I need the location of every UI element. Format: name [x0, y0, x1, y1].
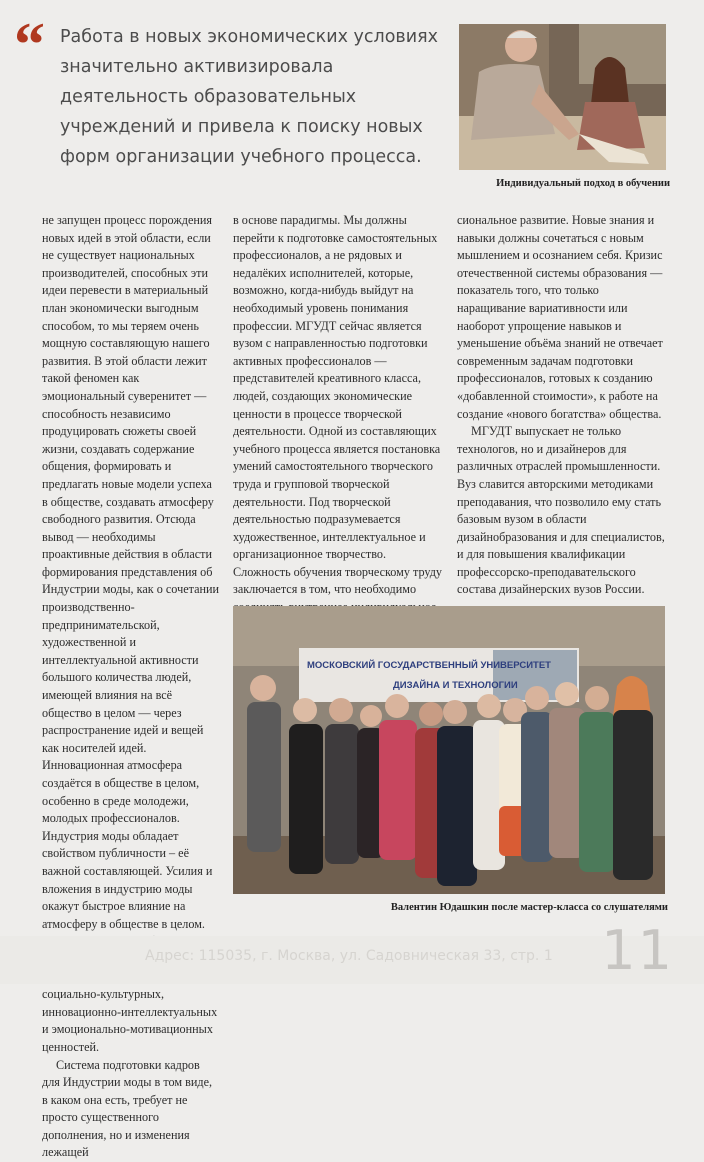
people-group	[247, 675, 653, 886]
column-2-paragraph-1: в основе парадигмы. Мы должны перейти к подготовке самостоятельных профессионалов, а не рядовых и недалёких исполнителей, которые, возможно, когда-нибудь выйдут на необходимый уровень понимания профессии. МГУДТ сейчас является вузом с направленностью подготовки активных профессионалов — представителей креативного класса, людей, создающих экономические ценности в процессе творческой деятельности. Одной из составляющих учебного процесса является постановка умений самостоятельного творческого труда и групповой творческой деятельности. Под творческой деятельностью подразумевается художественное, интеллектуальное и организационное творчество. Сложность обучения творческому труду заключается в том, что необходимо	[233, 212, 445, 634]
group-photo-illustration	[233, 606, 665, 894]
banner-line-2: ДИЗАЙНА И ТЕХНОЛОГИИ	[393, 679, 518, 691]
pull-quote: Работа в новых экономических условиях значительно активизировала деятельность образовательных учреждений и привела к поиску новых форм организации учебного процесса.	[60, 22, 450, 172]
article-column-1	[42, 212, 220, 932]
quote-mark: “	[14, 14, 45, 76]
article-column-3	[457, 212, 669, 592]
top-photo-caption: Индивидуальный подход в обучении	[460, 178, 670, 189]
column-3-paragraph-2: МГУДТ выпускает не только технологов, но и дизайнеров для различных отраслей промышленности. Вуз славится авторскими методиками преподавания, что позволило ему стать базовым вузом в области дизайнобразования и для специалистов, и для повышения квалификации профессорско-преподавательского состава дизайнерских вузов России.	[457, 423, 669, 599]
article-column-2	[233, 212, 445, 592]
footer-address: Адрес: 115035, г. Москва, ул. Садовническая 33, стр. 1	[145, 948, 565, 964]
photo-illustration	[459, 24, 666, 170]
page-number: 11	[601, 919, 674, 982]
column-1-paragraph-1: не запущен процесс порождения новых идей в этой области, если не существует национальных производителей, способных эти идеи перевести в материальный план экономически выгодным способом, то мы теряем очень мощную составляющую нашего развития. В этой области лежит такой феномен как эмоциональный суверенитет — способность независимо продуцировать сюжеты своей жизни, создавать содержание общения, формировать и предлагать новые модели успеха в обществе, создавать атмосферу свободного развития. Отсюда вывод — необходимы проактивные действия в области формирования представления об Индустрии моды, как о сочетании производственно-предпринимательской, художественной и интеллектуальной активности большого количества людей, имеющей влияния на всё общество в целом — через распространение идей и вещей как носителей идей. Инновационная атмосфера создаётся в обществе в целом, особенно в среде молодежи, молодых профессионалов. Индустрия моды обладает свойством публичности – её важной составляющей. Усилия и вложения в индустрию моды окажут быстрое влияние на атмосферу в обществе в целом. социально-культурных, инновационно-интеллектуальных и эмоционально-мотивационных ценностей.	[42, 212, 220, 1057]
bottom-photo-caption: Валентин Юдашкин после мастер-класса со слушателями	[300, 902, 668, 913]
column-3-paragraph-1: сиональное развитие. Новые знания и навыки должны сочетаться с новым мышлением и осознанием себя. Кризис отечественной системы образования — показатель того, что только наращивание вариативности или наоборот упрощение навыков и уменьшение объёма знаний не отвечает современным задачам подготовки профессионалов, готовых к созданию «добавленной стоимости», к работе на создание «нового богатства» общества.	[457, 212, 669, 423]
banner-line-1: МОСКОВСКИЙ ГОСУДАРСТВЕННЫЙ УНИВЕРСИТЕТ	[307, 659, 551, 671]
photo-group-masterclass	[233, 606, 665, 894]
column-1-paragraph-2: Система подготовки кадров для Индустрии моды в том виде, в каком она есть, требует не просто существенного дополнения, но и изменения лежащей	[42, 1057, 220, 1162]
photo-individual-teaching	[459, 24, 666, 170]
